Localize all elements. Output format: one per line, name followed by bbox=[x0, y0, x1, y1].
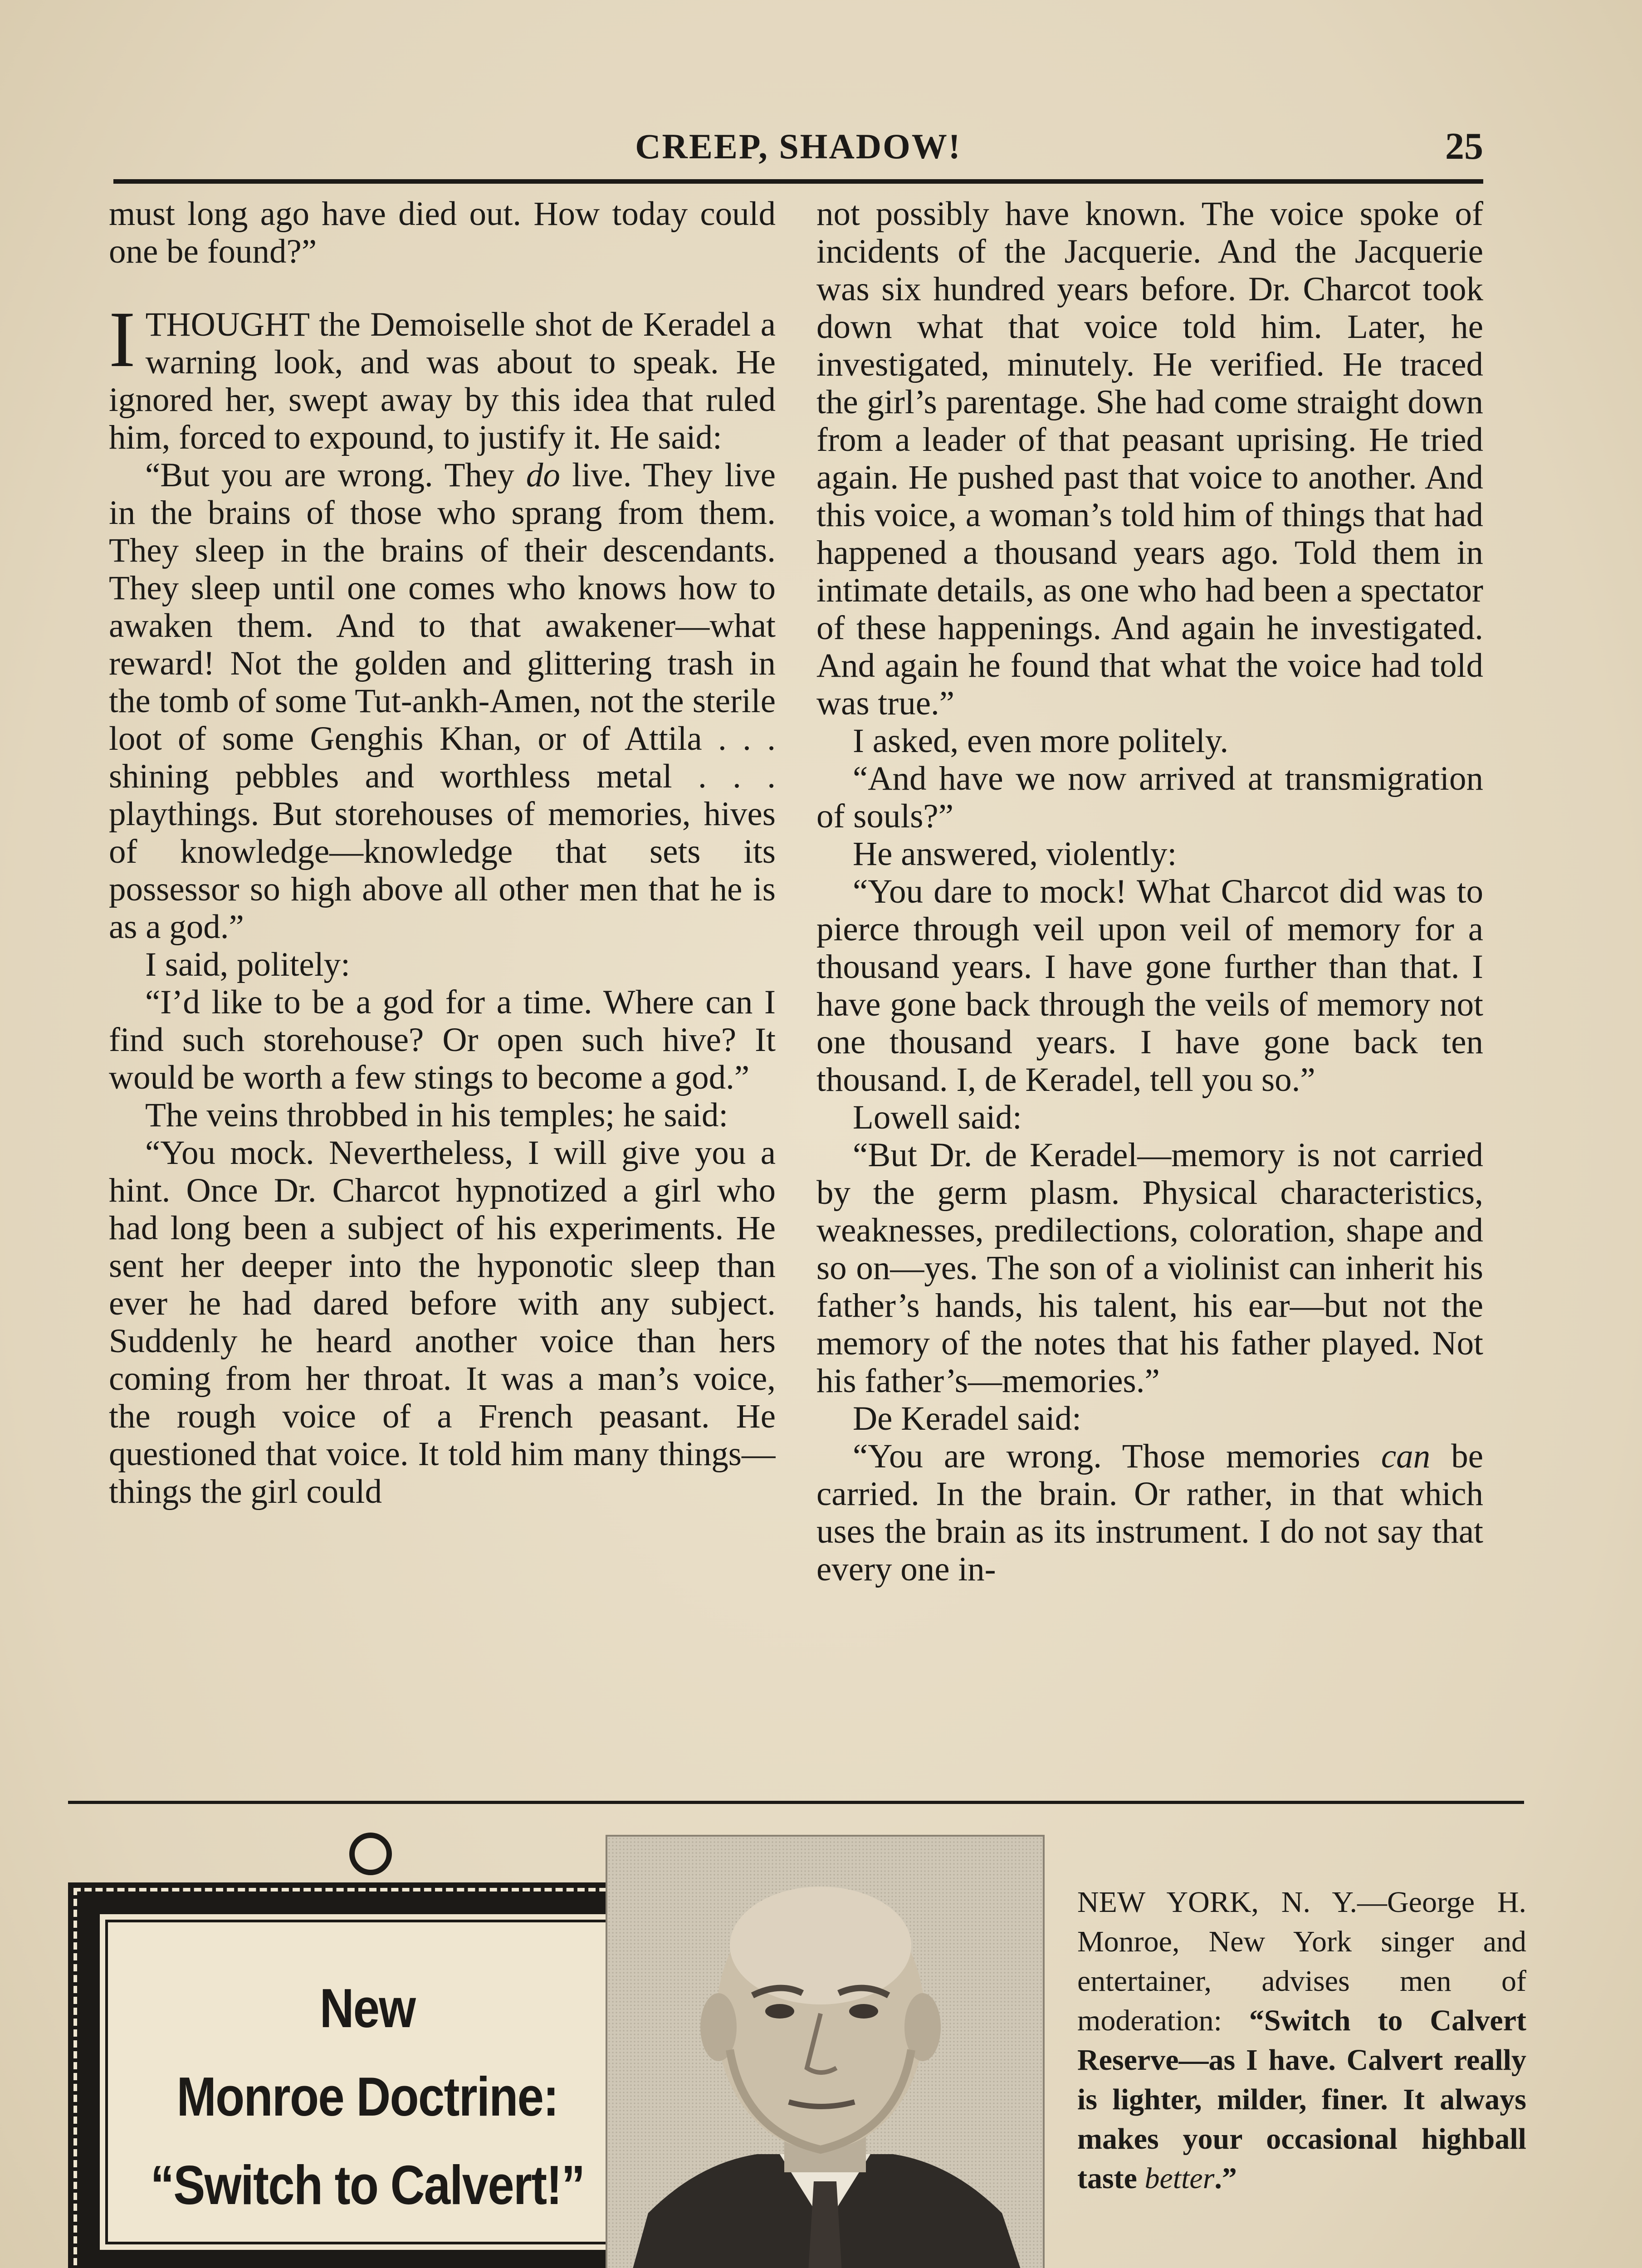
paragraph: De Keradel said: bbox=[853, 1400, 1081, 1437]
paragraph: Lowell said: bbox=[853, 1099, 1022, 1136]
running-title: CREEP, SHADOW! bbox=[635, 127, 962, 166]
page-number: 25 bbox=[1445, 125, 1483, 167]
paragraph: must long ago have died out. How today could one be found?” bbox=[109, 195, 776, 270]
ad-sign bbox=[68, 1882, 667, 2268]
story-column-right bbox=[816, 195, 1483, 1760]
portrait-illustration bbox=[607, 1837, 1043, 2268]
ad-headline-line: New bbox=[319, 1977, 415, 2039]
ad-quote: “Switch to Calvert Reserve—as I have. Calvert really is lighter, milder, finer. It always makes your occasional highball taste bbox=[1077, 2004, 1527, 2195]
ad-headline bbox=[133, 1964, 601, 2229]
paragraph: I asked, even more politely. bbox=[853, 722, 1229, 760]
story-column-left bbox=[109, 195, 776, 1760]
section-divider bbox=[68, 1801, 1524, 1804]
paragraph: “You mock. Nevertheless, I will give you a hint. Once Dr. Charcot hypnotized a girl who had long been a subject of his experiments. He sent her deeper into the hyponotic sleep than ever he had dared before with any subject. Suddenly he heard another voice than hers coming from her throat. It was a man’s voice, the rough voice of a French peasant. He questioned that voice. It told him many things—things the girl could bbox=[109, 1134, 776, 1510]
paragraph: “I’d like to be a god for a time. Where can I find such storehouse? Or open such hive? It would be worth a few stings to become a god.” bbox=[109, 983, 776, 1096]
ad-quote-emphasis: better bbox=[1144, 2162, 1215, 2195]
ad-headline-line: Monroe Doctrine: bbox=[176, 2066, 558, 2127]
paragraph: “And have we now arrived at transmigration of souls?” bbox=[816, 760, 1483, 835]
emphasis: do bbox=[526, 456, 560, 494]
paragraph: “But you are wrong. They do live. They live in the brains of those who sprang from them. They sleep in the brains of their descendants. They sleep until one comes who knows how to awaken them. And to that awakener—what reward! Not the golden and glittering trash in the tomb of some Tut-ankh-Amen, not the sterile loot of some Genghis Khan, or of Attila . . . shining pebbles and worthless metal . . . playthings. But storehouses of memories, hives of knowledge—knowledge that sets its possessor so high above all other men that he is as a god.” bbox=[109, 456, 776, 946]
header-rule bbox=[113, 179, 1483, 184]
portrait-photo bbox=[606, 1835, 1045, 2268]
ad-headline-line: “Switch to Calvert!” bbox=[150, 2154, 585, 2216]
ad-intro: George H. Monroe, New York singer and entertainer, advises men of moderation: bbox=[1077, 1886, 1527, 2037]
page-header bbox=[113, 122, 1483, 177]
paragraph: He answered, violently: bbox=[853, 835, 1177, 873]
paragraph: “You are wrong. Those memories can be carried. In the brain. Or rather, in that which uses the brain as its instrument. I do not say that every one in- bbox=[816, 1437, 1483, 1588]
drop-cap: I bbox=[109, 295, 136, 384]
sign-hanger-icon bbox=[349, 1833, 392, 1875]
paragraph-dropcap: ITHOUGHT the Demoiselle shot de Keradel a warning look, and was about to speak. He ignored her, swept away by this idea that ruled him, forced to expound, to justify it. He said: bbox=[109, 295, 776, 456]
emphasis: can bbox=[1381, 1437, 1431, 1475]
paragraph: not possibly have known. The voice spoke of incidents of the Jacquerie. And the Jacquerie was six hundred years before. Dr. Charcot took down what that voice told him. Later, he investigated, minutely. He verified. He traced the girl’s parentage. She had come straight down from a leader of that peasant uprising. He tried again. He pushed past that voice to another. And this voice, a woman’s told him of things that had happened a thousand years ago. Told them in intimate details, as one who had been a spectator of these happenings. And again he investigated. And again he found that what the voice had told was true.” bbox=[816, 195, 1483, 722]
paragraph: I said, politely: bbox=[145, 946, 351, 983]
paragraph: “But Dr. de Keradel—memory is not carried by the germ plasm. Physical characteristics, weaknesses, predilections, coloration, shape and so on—yes. The son of a violinist can inherit his father’s hands, his talent, his ear—but not the memory of the notes that his father played. Not his father’s—memories.” bbox=[816, 1136, 1483, 1400]
ad-dateline: NEW YORK, N. Y.— bbox=[1077, 1886, 1387, 1919]
ad-body-copy bbox=[1077, 1882, 1526, 2268]
paragraph: “You dare to mock! What Charcot did was to pierce through veil upon veil of memory for a thousand years. I have gone further than that. I have gone back through the veils of memory not one thousand years. I have gone back ten thousand. I, de Keradel, tell you so.” bbox=[816, 873, 1483, 1099]
ad-quote-end: .” bbox=[1214, 2162, 1237, 2195]
paragraph: The veins throbbed in his temples; he said: bbox=[145, 1096, 728, 1134]
